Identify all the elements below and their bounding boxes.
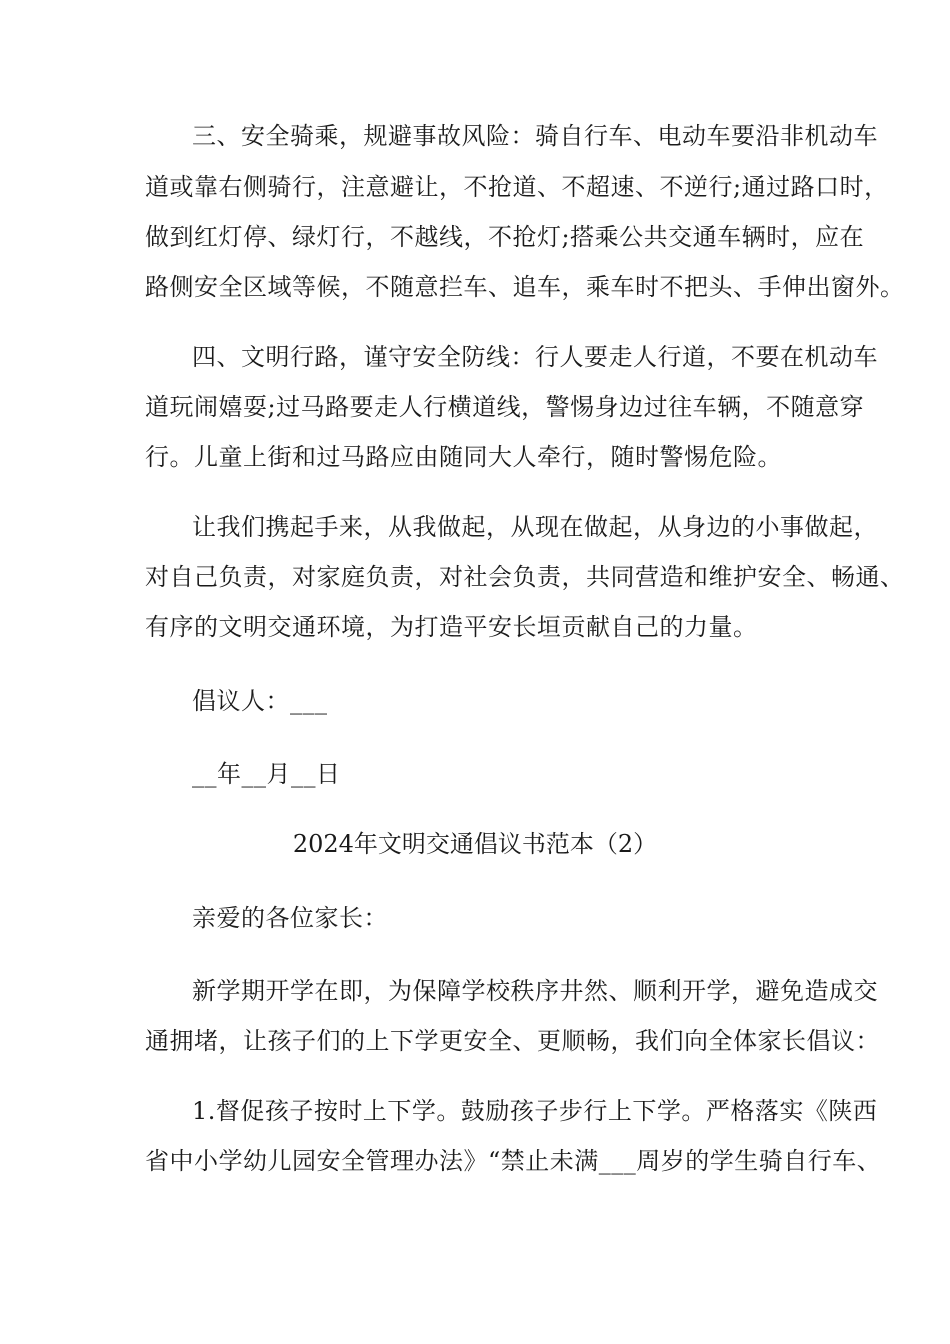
paragraph-line: 对自己负责，对家庭负责，对社会负责，共同营造和维护安全、畅通、 [145, 563, 905, 591]
paragraph-line: 新学期开学在即，为保障学校秩序井然、顺利开学，避免造成交 [192, 977, 878, 1005]
paragraph-line: 让我们携起手来，从我做起，从现在做起，从身边的小事做起， [192, 513, 878, 541]
signature-line: 倡议人：___ [192, 687, 328, 715]
paragraph-line: 有序的文明交通环境，为打造平安长垣贡献自己的力量。 [145, 613, 758, 641]
paragraph-line: 做到红灯停、绿灯行，不越线，不抢灯;搭乘公共交通车辆时，应在 [145, 223, 865, 251]
section-title: 2024年文明交通倡议书范本（2） [292, 830, 658, 858]
paragraph-line: 1.督促孩子按时上下学。鼓励孩子步行上下学。严格落实《陕西 [192, 1097, 878, 1125]
paragraph-line: 三、安全骑乘，规避事故风险：骑自行车、电动车要沿非机动车 [192, 122, 878, 150]
paragraph-line: 道或靠右侧骑行，注意避让，不抢道、不超速、不逆行;通过路口时， [145, 173, 889, 201]
paragraph-line: 省中小学幼儿园安全管理办法》“禁止未满___周岁的学生骑自行车、 [145, 1147, 882, 1175]
paragraph-line: 道玩闹嬉耍;过马路要走人行横道线，警惕身边过往车辆，不随意穿 [145, 393, 865, 421]
date-line: __年__月__日 [192, 760, 341, 788]
paragraph-line: 行。儿童上街和过马路应由随同大人牵行，随时警惕危险。 [145, 443, 782, 471]
greeting: 亲爱的各位家长： [192, 904, 388, 932]
paragraph-line: 四、文明行路，谨守安全防线：行人要走人行道，不要在机动车 [192, 343, 878, 371]
paragraph-line: 通拥堵，让孩子们的上下学更安全、更顺畅，我们向全体家长倡议： [145, 1027, 880, 1055]
paragraph-line: 路侧安全区域等候，不随意拦车、追车，乘车时不把头、手伸出窗外。 [145, 273, 905, 301]
